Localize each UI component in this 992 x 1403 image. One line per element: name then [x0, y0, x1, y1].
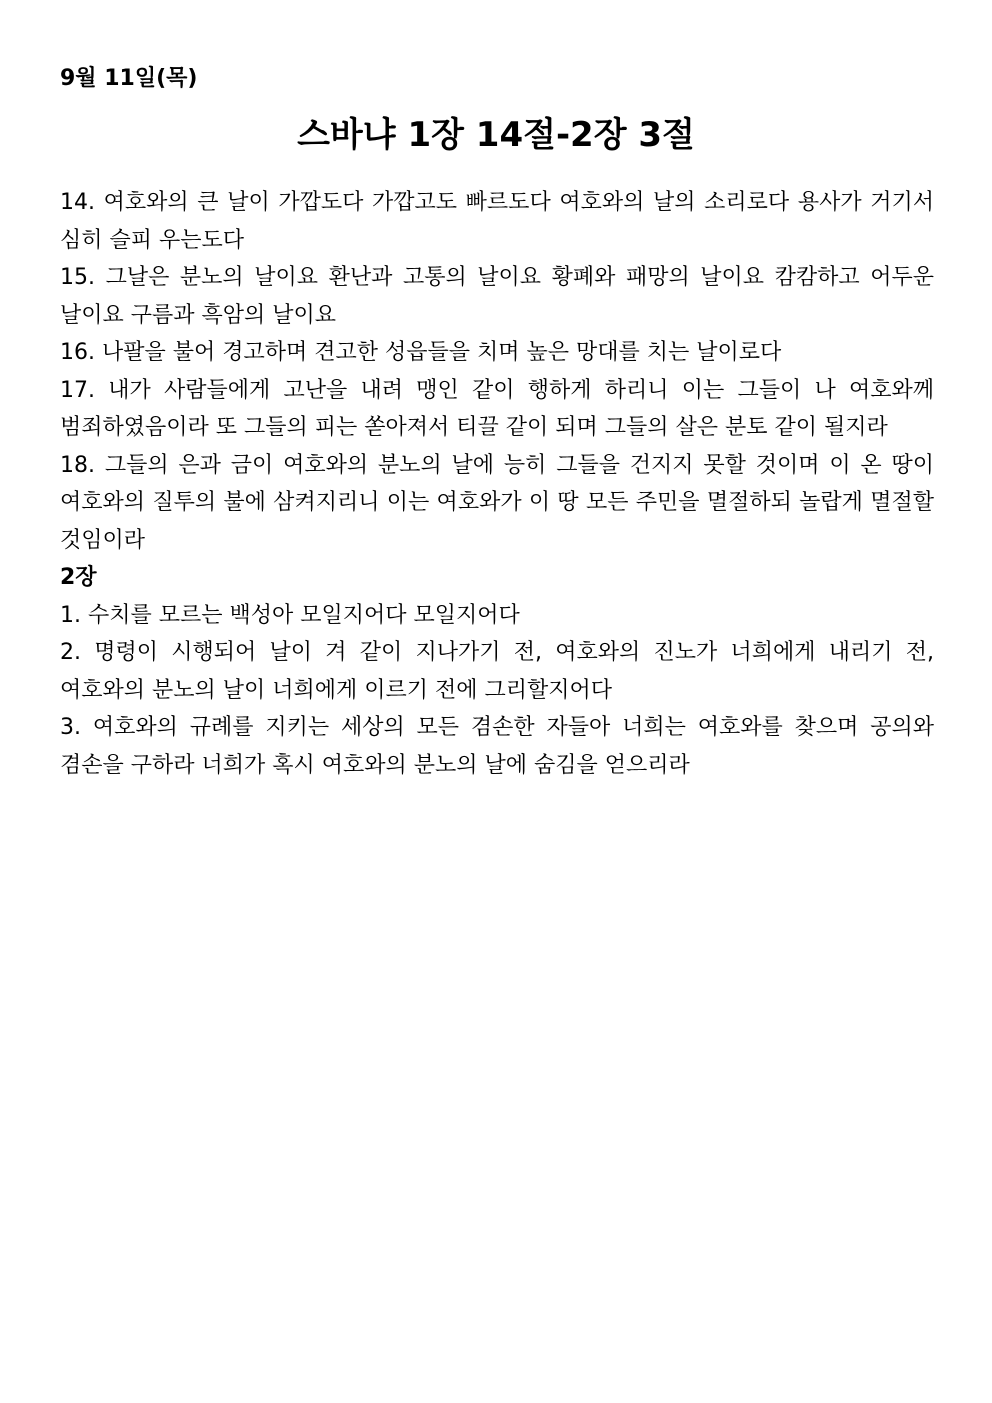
verse-1-17: 17. 내가 사람들에게 고난을 내려 맹인 같이 행하게 하리니 이는 그들이 나 여호와께 범죄하였음이라 또 그들의 피는 쏟아져서 티끌 같이 되며 그들의 살은 분토 같이 될지라 [60, 377, 934, 440]
verse-2-3: 3. 여호와의 규례를 지키는 세상의 모든 겸손한 자들아 너희는 여호와를 찾으며 공의와 겸손을 구하라 너희가 혹시 여호와의 분노의 날에 숨김을 얻으리라 [60, 715, 934, 778]
page-title: 스바냐 1장 14절-2장 3절 [297, 115, 695, 155]
chapter-2-heading: 2장 [60, 565, 97, 590]
date-label: 9월 11일(목) [60, 66, 198, 91]
verse-2-1: 1. 수치를 모르는 백성아 모일지어다 모일지어다 [60, 602, 520, 628]
verse-1-18: 18. 그들의 은과 금이 여호와의 분노의 날에 능히 그들을 건지지 못할 것이며 이 온 땅이 여호와의 질투의 불에 삼켜지리니 이는 여호와가 이 땅 모든 주민을 멸절하되 놀랍게 멸절할 것임이라 [60, 452, 934, 553]
verse-1-14: 14. 여호와의 큰 날이 가깝도다 가깝고도 빠르도다 여호와의 날의 소리로다 용사가 거기서 심히 슬피 우는도다 [60, 190, 934, 253]
scripture-body [60, 184, 934, 784]
verse-2-2: 2. 명령이 시행되어 날이 겨 같이 지나가기 전, 여호와의 진노가 너희에게 내리기 전, 여호와의 분노의 날이 너희에게 이르기 전에 그리할지어다 [60, 640, 934, 703]
verse-1-15: 15. 그날은 분노의 날이요 환난과 고통의 날이요 황폐와 패망의 날이요 캄캄하고 어두운 날이요 구름과 흑암의 날이요 [60, 265, 934, 328]
verse-1-16: 16. 나팔을 불어 경고하며 견고한 성읍들을 치며 높은 망대를 치는 날이로다 [60, 340, 782, 365]
